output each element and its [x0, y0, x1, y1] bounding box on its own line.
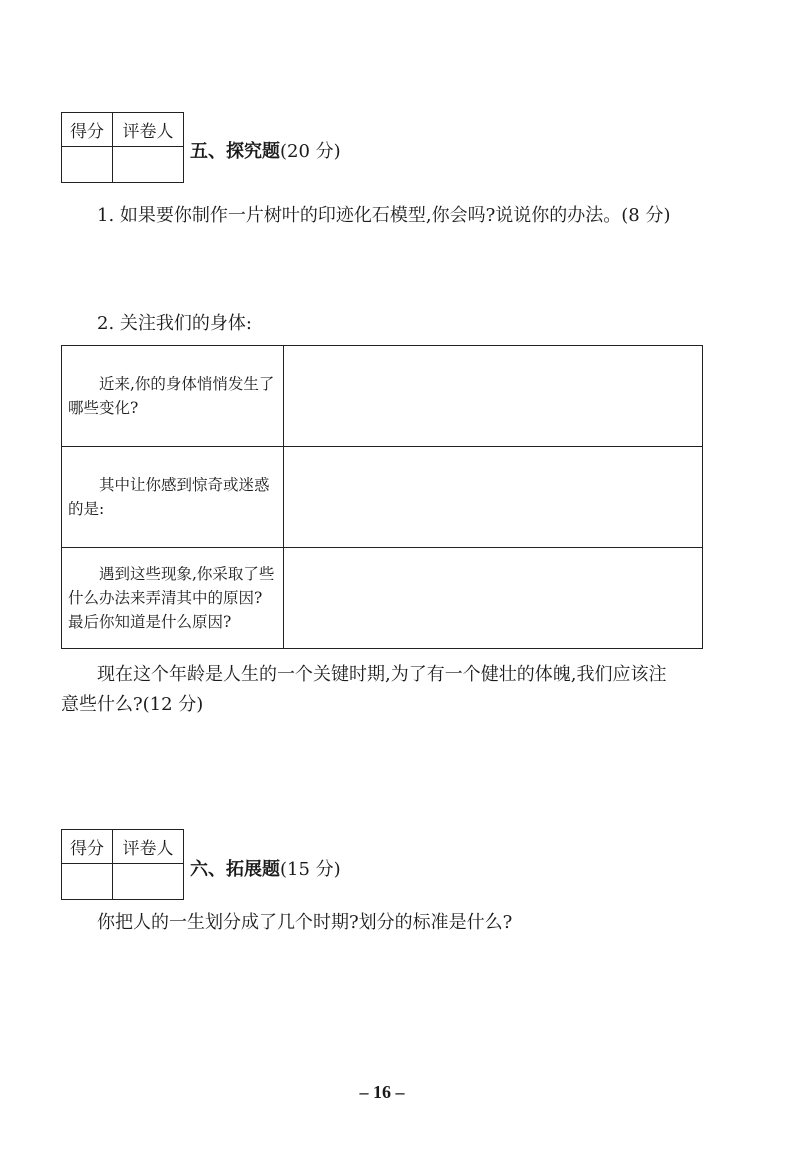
- table-answer-cell[interactable]: [284, 447, 703, 548]
- grader-entry[interactable]: [113, 864, 184, 900]
- table-row: [62, 548, 703, 649]
- score-entry[interactable]: [62, 864, 113, 900]
- section5-title: 五、探究题: [190, 141, 280, 162]
- follow-up-question-line1: 现在这个年龄是人生的一个关键时期,为了有一个健壮的体魄,我们应该注: [97, 664, 667, 685]
- question-1: 1. 如果要你制作一片树叶的印迹化石模型,你会吗?说说你的办法。(8 分): [97, 205, 671, 226]
- table-prompt: 遇到这些现象,你采取了些什么办法来弄清其中的原因?最后你知道是什么原因?: [62, 548, 284, 649]
- page-number: – 16 –: [359, 1082, 405, 1102]
- score-label: 得分: [62, 113, 113, 147]
- question-2-intro: 2. 关注我们的身体:: [97, 313, 252, 334]
- score-label: 得分: [62, 830, 113, 864]
- follow-up-question-line2: 意些什么?(12 分): [61, 694, 204, 715]
- extension-question: 你把人的一生划分成了几个时期?划分的标准是什么?: [97, 912, 513, 933]
- body-changes-table: [61, 345, 703, 649]
- table-prompt: 近来,你的身体悄悄发生了哪些变化?: [62, 346, 284, 447]
- score-box-section5: [61, 112, 184, 183]
- table-row: [62, 346, 703, 447]
- grader-label: 评卷人: [113, 113, 184, 147]
- section6-title: 六、拓展题: [190, 859, 280, 880]
- grader-label: 评卷人: [113, 830, 184, 864]
- section5-heading: [190, 137, 341, 163]
- table-row: [62, 447, 703, 548]
- table-answer-cell[interactable]: [284, 346, 703, 447]
- section6-heading: [190, 855, 341, 881]
- section5-points: (20 分): [280, 141, 341, 162]
- table-prompt: 其中让你感到惊奇或迷惑的是:: [62, 447, 284, 548]
- score-box-section6: [61, 829, 184, 900]
- table-answer-cell[interactable]: [284, 548, 703, 649]
- grader-entry[interactable]: [113, 147, 184, 183]
- score-entry[interactable]: [62, 147, 113, 183]
- section6-points: (15 分): [280, 859, 341, 880]
